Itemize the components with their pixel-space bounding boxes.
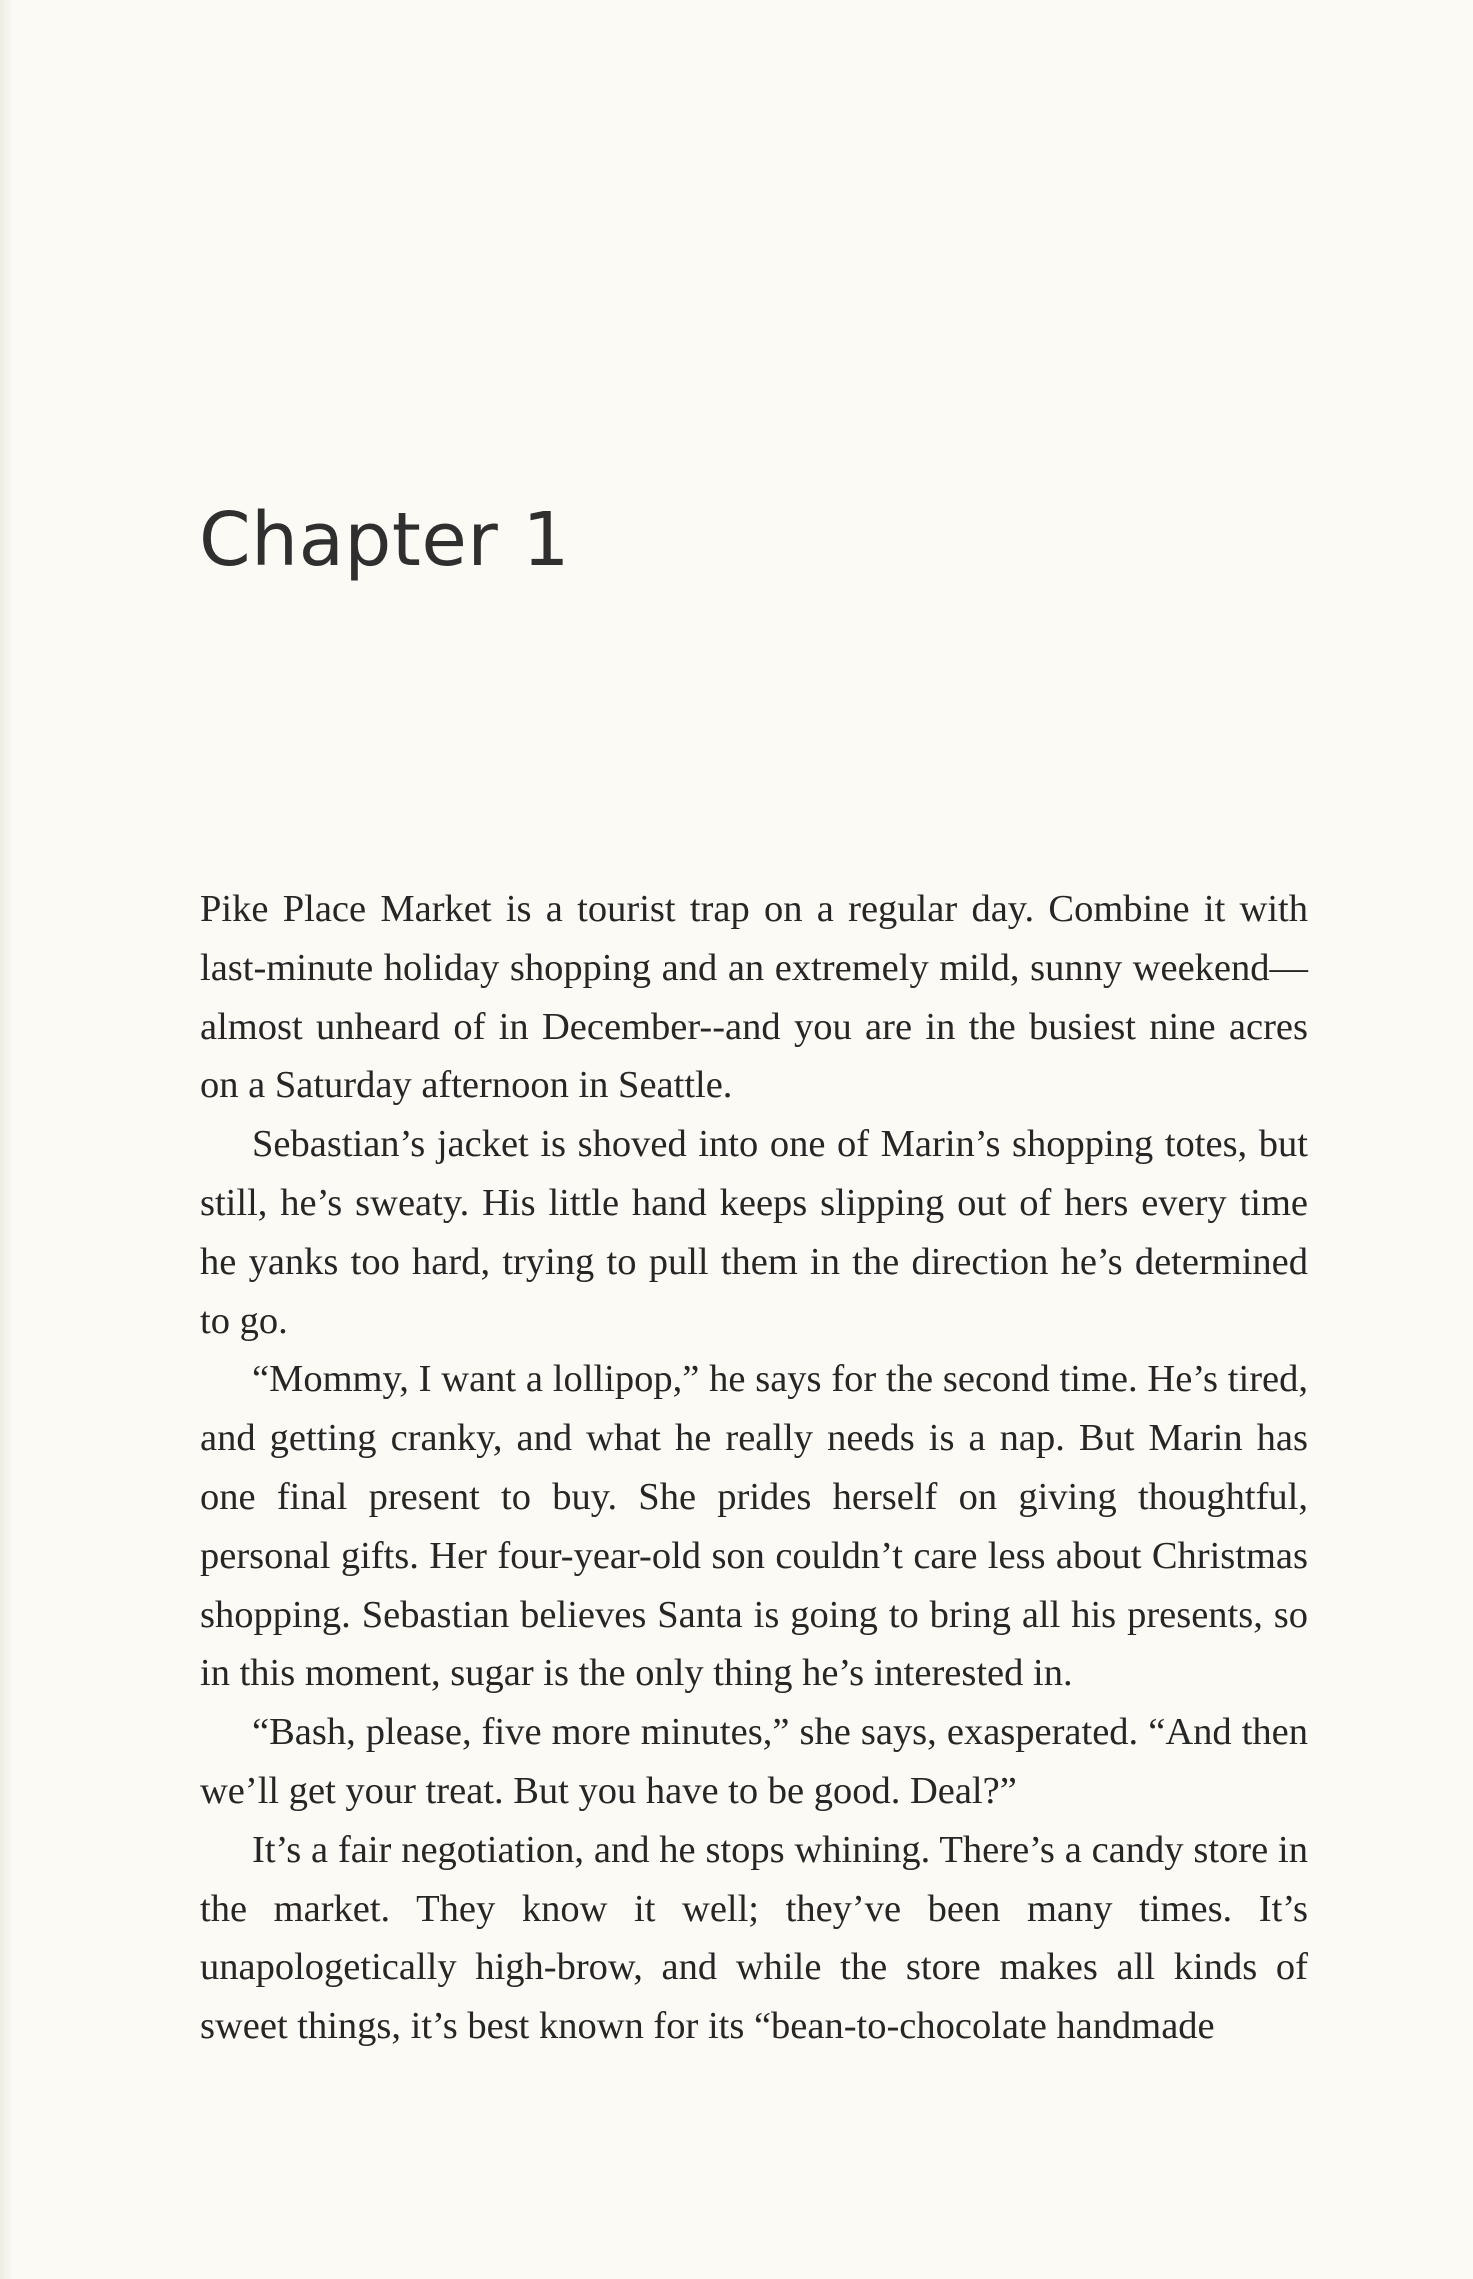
paragraph-5: It’s a fair negotiation, and he stops whining. There’s a candy store in the market. They know it well; they’ve been many times. It’s unapologetically high-brow, and while the store makes all kinds of sweet things, it’s best known for its “bean-to-chocolate handmade	[200, 1828, 1308, 2048]
paragraph-1: Pike Place Market is a tourist trap on a regular day. Combine it with last-minute holiday shopping and an extremely mild, sunny weekend—almost unheard of in December--and you are in the busiest nine acres on a Saturday afternoon in Seattle.	[200, 888, 1308, 1107]
chapter-body	[200, 880, 1308, 2056]
paragraph-2: Sebastian’s jacket is shoved into one of Marin’s shopping totes, but still, he’s sweaty. His little hand keeps slipping out of hers every time he yanks too hard, trying to pull them in the direction he’s determined to go.	[200, 1123, 1308, 1342]
chapter-title: Chapter 1	[199, 497, 570, 583]
paragraph-3: “Mommy, I want a lollipop,” he says for the second time. He’s tired, and getting cranky, and what he really needs is a nap. But Marin has one final present to buy. She prides herself on giving thoughtful, personal gifts. Her four-year-old son couldn’t care less about Christmas shopping. Sebastian believes Santa is going to bring all his presents, so in this moment, sugar is the only thing he’s interested in.	[200, 1358, 1308, 1695]
page-edge-shadow	[0, 0, 14, 2279]
paragraph-4: “Bash, please, five more minutes,” she says, exasperated. “And then we’ll get your treat. But you have to be good. Deal?”	[200, 1711, 1308, 1812]
